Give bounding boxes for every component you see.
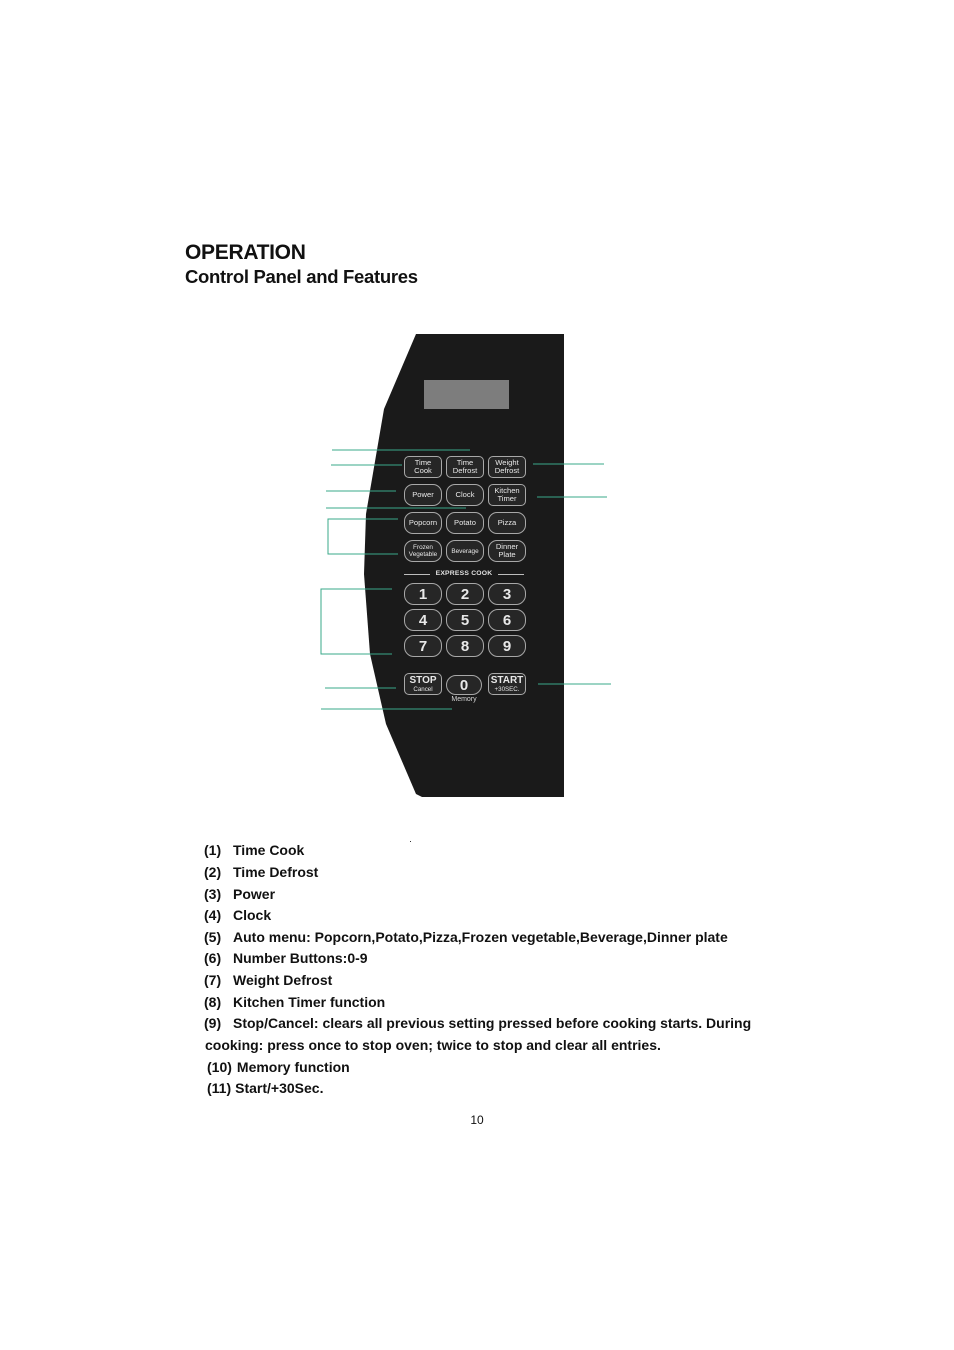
frozen-vegetable-button[interactable]: Frozen Vegetable xyxy=(404,540,442,562)
feature-text: Time Defrost xyxy=(233,864,319,880)
feature-item-4 xyxy=(204,907,271,923)
feature-text: Power xyxy=(233,886,276,902)
number-0-memory-button[interactable]: 0 xyxy=(446,675,482,695)
feature-item-7 xyxy=(204,972,332,988)
feature-item-3 xyxy=(204,886,275,902)
page-subtitle: Control Panel and Features xyxy=(185,266,418,287)
start-button-label: START xyxy=(490,674,524,686)
stop-button-label: STOP xyxy=(409,674,437,686)
feature-item-5 xyxy=(204,929,728,945)
potato-button[interactable]: Potato xyxy=(446,512,484,534)
kitchen-timer-button[interactable]: Kitchen Timer xyxy=(488,484,526,506)
feature-item-10 xyxy=(207,1059,350,1075)
feature-label: Stop/Cancel: xyxy=(233,1015,319,1031)
feature-number: (2) xyxy=(204,864,222,880)
start-plus-30sec-label: +30SEC. xyxy=(494,685,520,693)
feature-item-9 xyxy=(204,1015,751,1031)
memory-label: Memory xyxy=(451,696,477,703)
number-3-button[interactable]: 3 xyxy=(488,583,526,605)
dinner-plate-button[interactable]: Dinner Plate xyxy=(488,540,526,562)
feature-text: Kitchen Timer function xyxy=(233,994,386,1010)
beverage-button[interactable]: Beverage xyxy=(446,540,484,562)
number-6-button[interactable]: 6 xyxy=(488,609,526,631)
feature-text: Number Buttons:0-9 xyxy=(233,950,368,966)
feature-text: Clock xyxy=(233,907,272,923)
number-5-button[interactable]: 5 xyxy=(446,609,484,631)
feature-number: (6) xyxy=(204,950,222,966)
feature-text: clears all previous setting pressed before cooking starts. During xyxy=(318,1015,752,1031)
feature-number: (1) xyxy=(204,842,222,858)
feature-item-1 xyxy=(204,842,304,858)
express-cook-label: EXPRESS COOK xyxy=(435,570,493,577)
feature-text: Memory function xyxy=(236,1059,350,1075)
number-7-button[interactable]: 7 xyxy=(404,635,442,657)
number-2-button[interactable]: 2 xyxy=(446,583,484,605)
cancel-button-label: Cancel xyxy=(413,685,433,693)
feature-number: (10) xyxy=(207,1059,232,1075)
page-number: 10 xyxy=(470,1113,484,1127)
feature-item-8 xyxy=(204,994,385,1010)
leader-line-number-buttons xyxy=(321,589,392,654)
number-4-button[interactable]: 4 xyxy=(404,609,442,631)
weight-defrost-button[interactable]: Weight Defrost xyxy=(488,456,526,478)
number-1-button[interactable]: 1 xyxy=(404,583,442,605)
feature-item-11 xyxy=(207,1080,323,1096)
feature-item-6 xyxy=(204,950,368,966)
feature-number: (3) xyxy=(204,886,222,902)
number-9-button[interactable]: 9 xyxy=(488,635,526,657)
feature-item-9-continuation: cooking: press once to stop oven; twice to stop and clear all entries. xyxy=(205,1037,661,1053)
power-button[interactable]: Power xyxy=(404,484,442,506)
feature-text: Weight Defrost xyxy=(233,972,333,988)
feature-text: Time Cook xyxy=(233,842,305,858)
feature-number: (4) xyxy=(204,907,222,923)
feature-text: Auto menu: Popcorn,Potato,Pizza,Frozen vegetable,Beverage,Dinner plate xyxy=(233,929,728,945)
feature-number: (11) xyxy=(207,1080,232,1096)
feature-number: (9) xyxy=(204,1015,222,1031)
stray-dot xyxy=(410,841,411,842)
time-defrost-button[interactable]: Time Defrost xyxy=(446,456,484,478)
feature-number: (8) xyxy=(204,994,222,1010)
feature-text: Start/+30Sec. xyxy=(235,1080,324,1096)
time-cook-button[interactable]: Time Cook xyxy=(404,456,442,478)
number-8-button[interactable]: 8 xyxy=(446,635,484,657)
page-title: OPERATION xyxy=(185,241,306,264)
popcorn-button[interactable]: Popcorn xyxy=(404,512,442,534)
feature-item-2 xyxy=(204,864,318,880)
clock-button[interactable]: Clock xyxy=(446,484,484,506)
feature-number: (5) xyxy=(204,929,222,945)
leader-line-auto-menu xyxy=(328,519,398,554)
feature-number: (7) xyxy=(204,972,222,988)
pizza-button[interactable]: Pizza xyxy=(488,512,526,534)
